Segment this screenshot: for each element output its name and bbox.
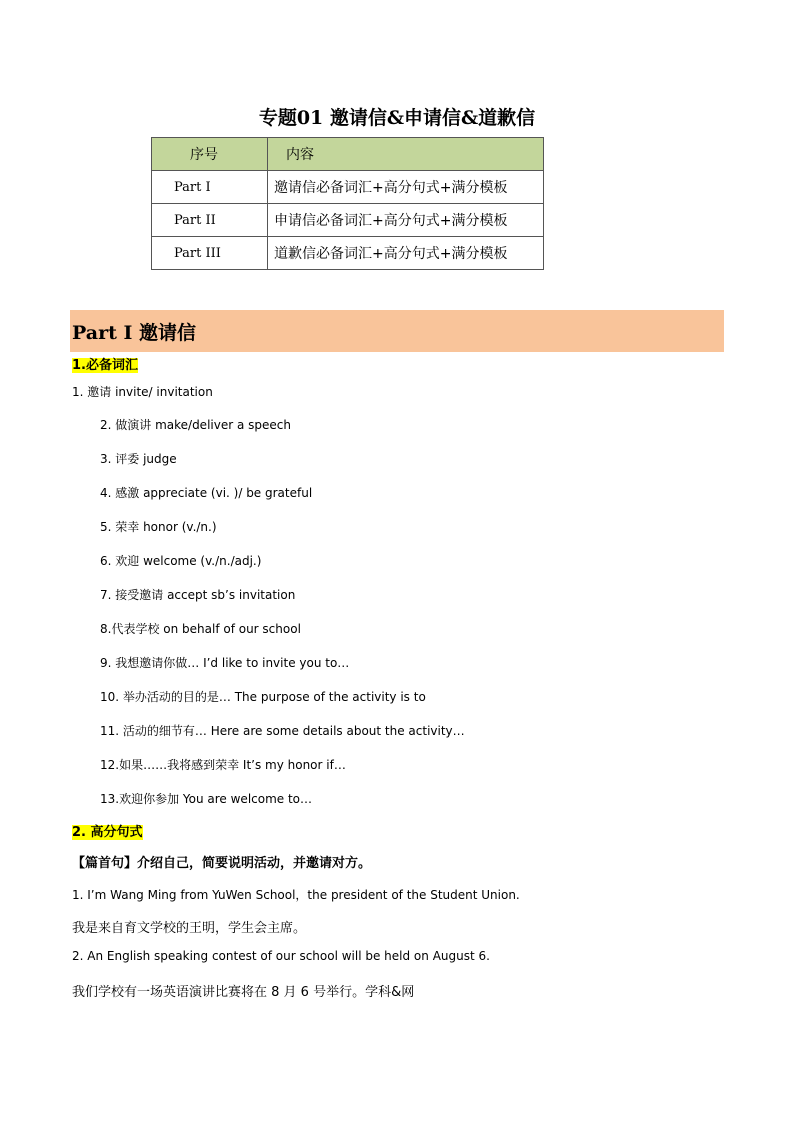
example-sentence: 1. I’m Wang Ming from YuWen School，the president of the Student Union. [72,888,520,902]
list-item: 6. 欢迎 welcome (v./n./adj.) [100,554,262,568]
list-item: 5. 荣幸 honor (v./n.) [100,520,217,534]
row-content: 道歉信必备词汇+高分句式+满分模板 [268,237,544,270]
list-item: 12.如果……我将感到荣幸 It’s my honor if… [100,758,346,772]
lead-sentence-instruction: 【篇首句】介绍自己，简要说明活动，并邀请对方。 [72,856,372,871]
list-item: 9. 我想邀请你做… I’d like to invite you to… [100,656,350,670]
example-translation: 我是来自育文学校的王明，学生会主席。 [72,921,307,936]
row-content: 邀请信必备词汇+高分句式+满分模板 [268,171,544,204]
section-label: 1.必备词汇 [72,358,138,373]
example-translation: 我们学校有一场英语演讲比赛将在 8 月 6 号举行。学科&网 [72,985,415,1000]
list-item: 4. 感激 appreciate (vi. )/ be grateful [100,486,313,500]
list-item: 8.代表学校 on behalf of our school [100,622,301,636]
row-content: 申请信必备词汇+高分句式+满分模板 [268,204,544,237]
contents-table [151,137,544,270]
section-label: 2. 高分句式 [72,825,143,840]
part-heading: Part I 邀请信 [72,321,196,344]
part-heading-banner [70,310,724,352]
list-item: 10. 举办活动的目的是… The purpose of the activity is to [100,690,426,704]
header-content: 内容 [268,138,544,171]
list-item: 13.欢迎你参加 You are welcome to… [100,792,313,806]
list-item: 7. 接受邀请 accept sb’s invitation [100,588,296,602]
table-row [152,237,544,270]
row-number: Part III [152,237,268,270]
page-title: 专题01 邀请信&申请信&道歉信 [258,107,536,129]
list-item: 11. 活动的细节有… Here are some details about the activity… [100,724,465,738]
list-item: 2. 做演讲 make/deliver a speech [100,418,291,432]
list-item: 1. 邀请 invite/ invitation [72,385,213,399]
section-heading-vocab [72,354,138,373]
table-row [152,204,544,237]
table-header-row [152,138,544,171]
section-heading-sentences [72,821,143,840]
list-item: 3. 评委 judge [100,452,177,466]
header-number: 序号 [152,138,268,171]
table-row [152,171,544,204]
row-number: Part I [152,171,268,204]
row-number: Part II [152,204,268,237]
example-sentence: 2. An English speaking contest of our school will be held on August 6. [72,949,490,963]
